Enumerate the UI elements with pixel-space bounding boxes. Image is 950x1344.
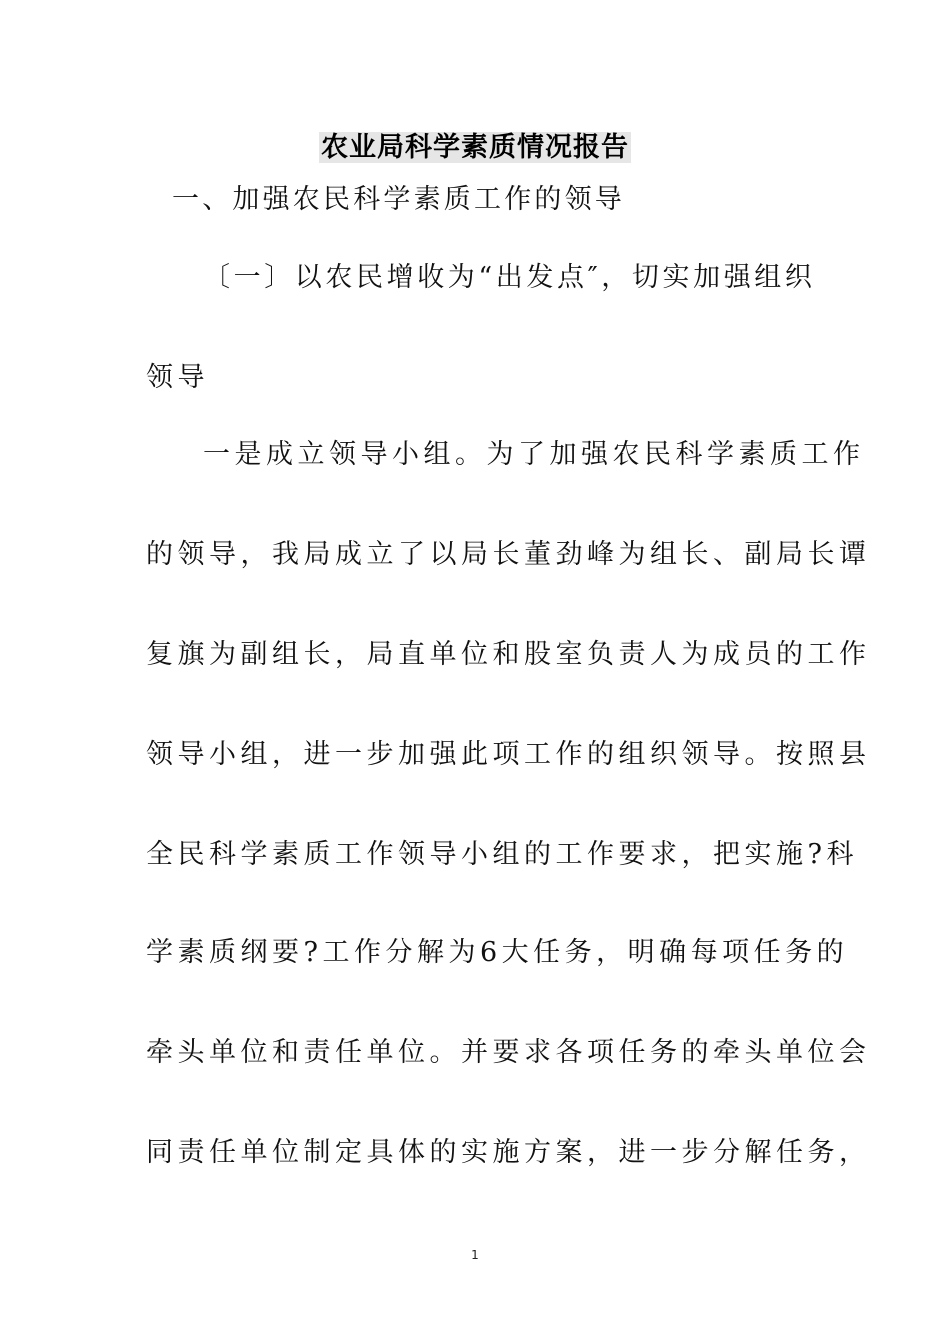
paragraph-line: 牵头单位和责任单位。并要求各项任务的牵头单位会 xyxy=(146,1037,871,1068)
page-number: 1 xyxy=(471,1248,479,1262)
paragraph-line: 的领导，我局成立了以局长董劲峰为组长、副局长谭 xyxy=(146,539,871,570)
paragraph-line: 复旗为副组长，局直单位和股室负责人为成员的工作 xyxy=(146,639,871,670)
paragraph-line: 同责任单位制定具体的实施方案，进一步分解任务， xyxy=(146,1137,871,1168)
paragraph-line: 领导 xyxy=(146,362,209,393)
document-title xyxy=(0,128,950,168)
paragraph-line: 全民科学素质工作领导小组的工作要求，把实施?科 xyxy=(146,839,858,870)
document-title-text: 农业局科学素质情况报告 xyxy=(321,132,629,163)
section-heading: 一、加强农民科学素质工作的领导 xyxy=(172,184,625,215)
paragraph-line: 领导小组，进一步加强此项工作的组织领导。按照县 xyxy=(146,739,871,770)
paragraph-line: 学素质纲要?工作分解为6大任务，明确每项任务的 xyxy=(146,937,849,968)
paragraph-line: 〔一〕以农民增收为“出发点″，切实加强组织 xyxy=(203,262,816,293)
paragraph-line: 一是成立领导小组。为了加强农民科学素质工作 xyxy=(203,439,865,470)
